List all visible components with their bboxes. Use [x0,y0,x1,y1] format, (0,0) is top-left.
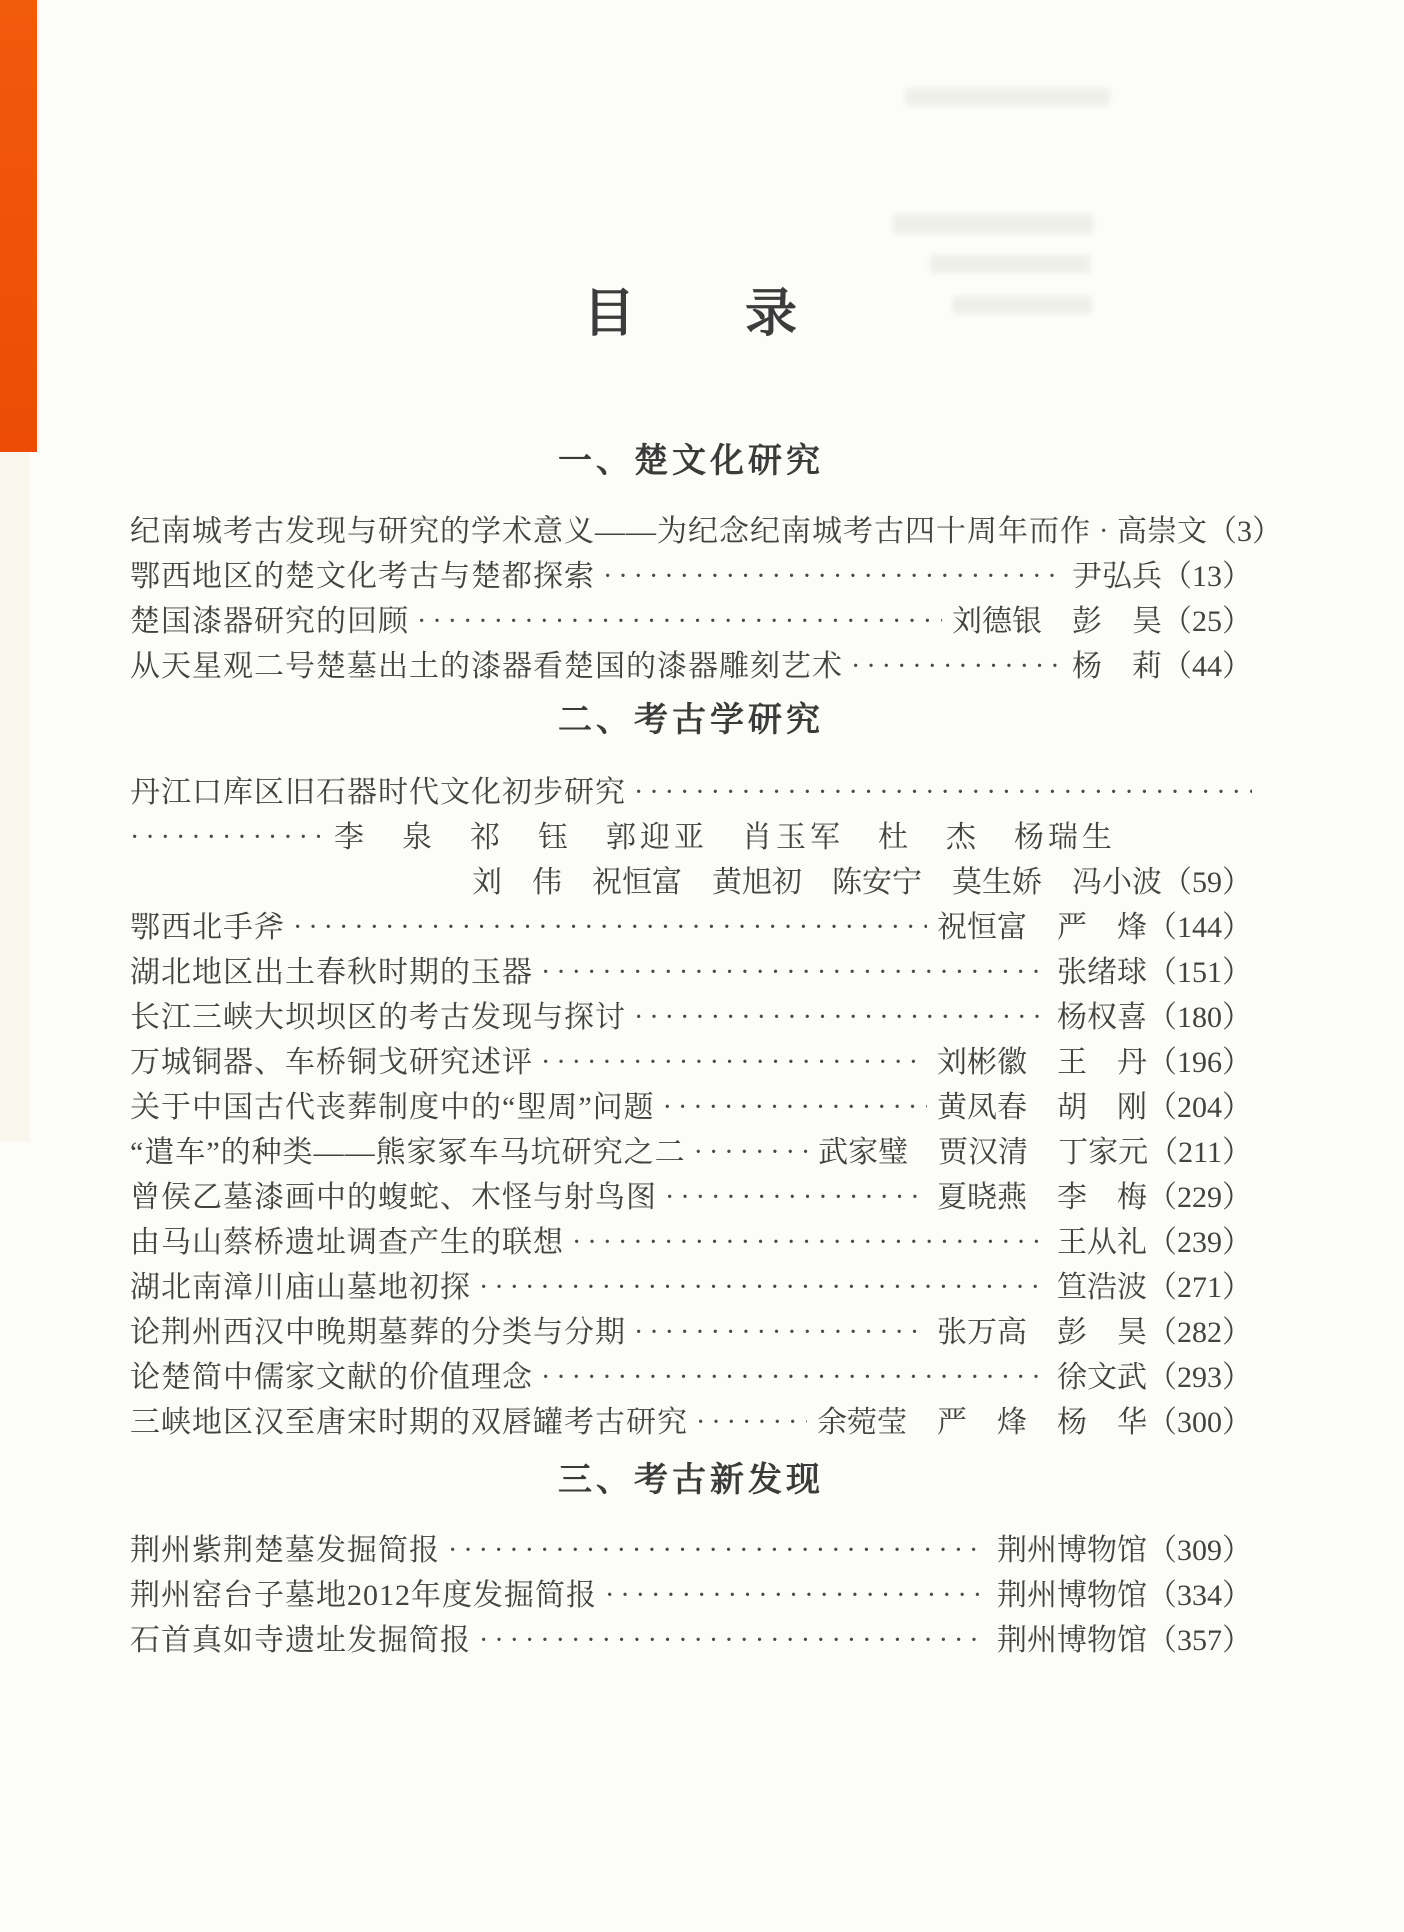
entry-title: 鄂西地区的楚文化考古与楚都探索 [130,560,595,593]
toc-section [130,442,1282,683]
toc-entry-row [130,561,1252,593]
leader-dots [605,1580,987,1612]
entry-title: 曾侯乙墓漆画中的蝮蛇、木怪与射鸟图 [130,1181,657,1214]
entry-authors: 荆州博物馆 [997,1624,1147,1657]
entry-page: （211） [1148,1136,1252,1169]
toc-entry-row [130,1002,1252,1034]
entry-authors: 张万高 彭 昊 [937,1316,1147,1349]
entry-page: （271） [1147,1271,1252,1304]
entry-page: （25） [1162,605,1252,638]
toc-section [130,1461,1252,1657]
section-rows [130,1535,1252,1657]
toc-entry-row [130,1362,1252,1394]
entry-title: 荆州紫荆楚墓发掘简报 [130,1534,440,1567]
entry-title: 石首真如寺遗址发掘简报 [130,1624,471,1657]
leader-dots [694,1137,808,1169]
entry-authors: 夏晓燕 李 梅 [937,1181,1147,1214]
entry-title: 论荆州西汉中晚期墓葬的分类与分期 [130,1316,626,1349]
entry-page: （239） [1147,1226,1252,1259]
toc-entry-row [130,1317,1252,1349]
entry-page: （151） [1147,956,1252,989]
toc-entry-row [130,651,1252,683]
entry-authors: 黄凤春 胡 刚 [937,1091,1147,1124]
entry-authors: 余菀莹 严 烽 杨 华 [817,1406,1147,1439]
leader-dots [130,822,320,854]
entry-authors: 王从礼 [1057,1226,1147,1259]
toc-entry-row [130,1047,1252,1079]
leader-dots [634,1002,1047,1034]
entry-title: 三峡地区汉至唐宋时期的双唇罐考古研究 [130,1406,688,1439]
entry-title: 由马山蔡桥遗址调查产生的联想 [130,1226,564,1259]
entry-title: 关于中国古代丧葬制度中的“堲周”问题 [130,1091,655,1124]
entry-authors: 杨 莉 [1072,650,1162,683]
section-heading: 一、楚文化研究 [558,442,824,480]
entry-title: 湖北南漳川庙山墓地初探 [130,1271,471,1304]
toc-entry-row [130,777,1252,809]
leader-dots [448,1535,987,1567]
leader-dots [696,1407,807,1439]
entry-page: （309） [1147,1534,1252,1567]
leader-dots [634,1317,927,1349]
entry-page: （282） [1147,1316,1252,1349]
entry-authors: 祝恒富 严 烽 [937,911,1147,944]
entry-page: （180） [1147,1001,1252,1034]
toc-entry-row [130,822,1252,854]
entry-page: （357） [1147,1624,1252,1657]
leader-dots [541,1047,927,1079]
entry-page: （144） [1147,911,1252,944]
entry-page: （3） [1207,515,1282,548]
toc-entry-row [130,957,1252,989]
entry-page: （204） [1147,1091,1252,1124]
page-edge-shading [0,452,30,1142]
toc-entry-row [130,606,1252,638]
entry-authors: 尹弘兵 [1072,560,1162,593]
leader-dots [603,561,1062,593]
toc-entry-row [130,1272,1252,1304]
entry-authors: 刘 伟 祝恒富 黄旭初 陈安宁 莫生娇 冯小波 [472,866,1162,899]
cover-edge-strip [0,0,37,452]
entry-title: 万城铜器、车桥铜戈研究述评 [130,1046,533,1079]
toc-entry-row [130,1407,1252,1439]
leader-dots [541,1362,1047,1394]
entry-authors: 刘彬徽 王 丹 [937,1046,1147,1079]
entry-authors: 徐文武 [1057,1361,1147,1394]
page-title: 目 录 [582,286,799,343]
toc-entry-row [130,1625,1252,1657]
entry-authors: 武家璧 贾汉清 丁家元 [818,1136,1149,1169]
entry-page: （229） [1147,1181,1252,1214]
entry-title: 丹江口库区旧石器时代文化初步研究 [130,776,626,809]
toc-entry-row [130,1580,1252,1612]
leader-dots [293,912,927,944]
entry-title: 论楚简中儒家文献的价值理念 [130,1361,533,1394]
entry-authors: 杨权喜 [1057,1001,1147,1034]
leader-dots [851,651,1062,683]
toc-entry-row [130,1182,1252,1214]
leader-dots [634,777,1252,809]
leader-dots [572,1227,1047,1259]
entry-authors: 荆州博物馆 [997,1579,1147,1612]
entry-authors: 笪浩波 [1057,1271,1147,1304]
section-rows [130,777,1252,1439]
entry-title: 长江三峡大坝坝区的考古发现与探讨 [130,1001,626,1034]
entry-page: （13） [1162,560,1252,593]
leader-dots [541,957,1047,989]
toc-entry-row [130,1137,1252,1169]
entry-page: （196） [1147,1046,1252,1079]
section-rows [130,515,1282,683]
toc-section [130,701,1252,1439]
section-heading: 三、考古新发现 [558,1461,824,1499]
entry-authors: 张绪球 [1057,956,1147,989]
entry-page: （293） [1147,1361,1252,1394]
entry-title: 湖北地区出土春秋时期的玉器 [130,956,533,989]
entry-authors: 荆州博物馆 [997,1534,1147,1567]
toc-entry-row [130,1535,1252,1567]
leader-dots [479,1272,1047,1304]
entry-title: 楚国漆器研究的回顾 [130,605,409,638]
entry-page: （300） [1147,1406,1252,1439]
leader-dots [417,606,942,638]
entry-page: （44） [1162,650,1252,683]
toc-entry-row [130,515,1282,548]
entry-title: 荆州窑台子墓地2012年度发掘简报 [130,1579,597,1612]
toc [130,0,1282,1670]
leader-dots [1099,516,1107,548]
entry-authors: 刘德银 彭 昊 [952,605,1162,638]
entry-title: “遣车”的种类——熊家冢车马坑研究之二 [130,1136,686,1169]
entry-authors: 高崇文 [1117,515,1207,548]
entry-page: （59） [1162,866,1252,899]
leader-dots [665,1182,927,1214]
leader-dots [663,1092,927,1124]
toc-entry-row [130,1092,1252,1124]
toc-entry-row [130,912,1252,944]
toc-entry-row [130,1227,1252,1259]
entry-authors: 李 泉 祁 钰 郭迎亚 肖玉军 杜 杰 杨瑞生 [334,821,1116,854]
leader-dots [479,1625,987,1657]
entry-title: 纪南城考古发现与研究的学术意义——为纪念纪南城考古四十周年而作 [130,515,1091,548]
toc-entry-row [130,867,1252,899]
section-heading: 二、考古学研究 [558,701,824,739]
entry-page: （334） [1147,1579,1252,1612]
entry-title: 鄂西北手斧 [130,911,285,944]
entry-title: 从天星观二号楚墓出土的漆器看楚国的漆器雕刻艺术 [130,650,843,683]
